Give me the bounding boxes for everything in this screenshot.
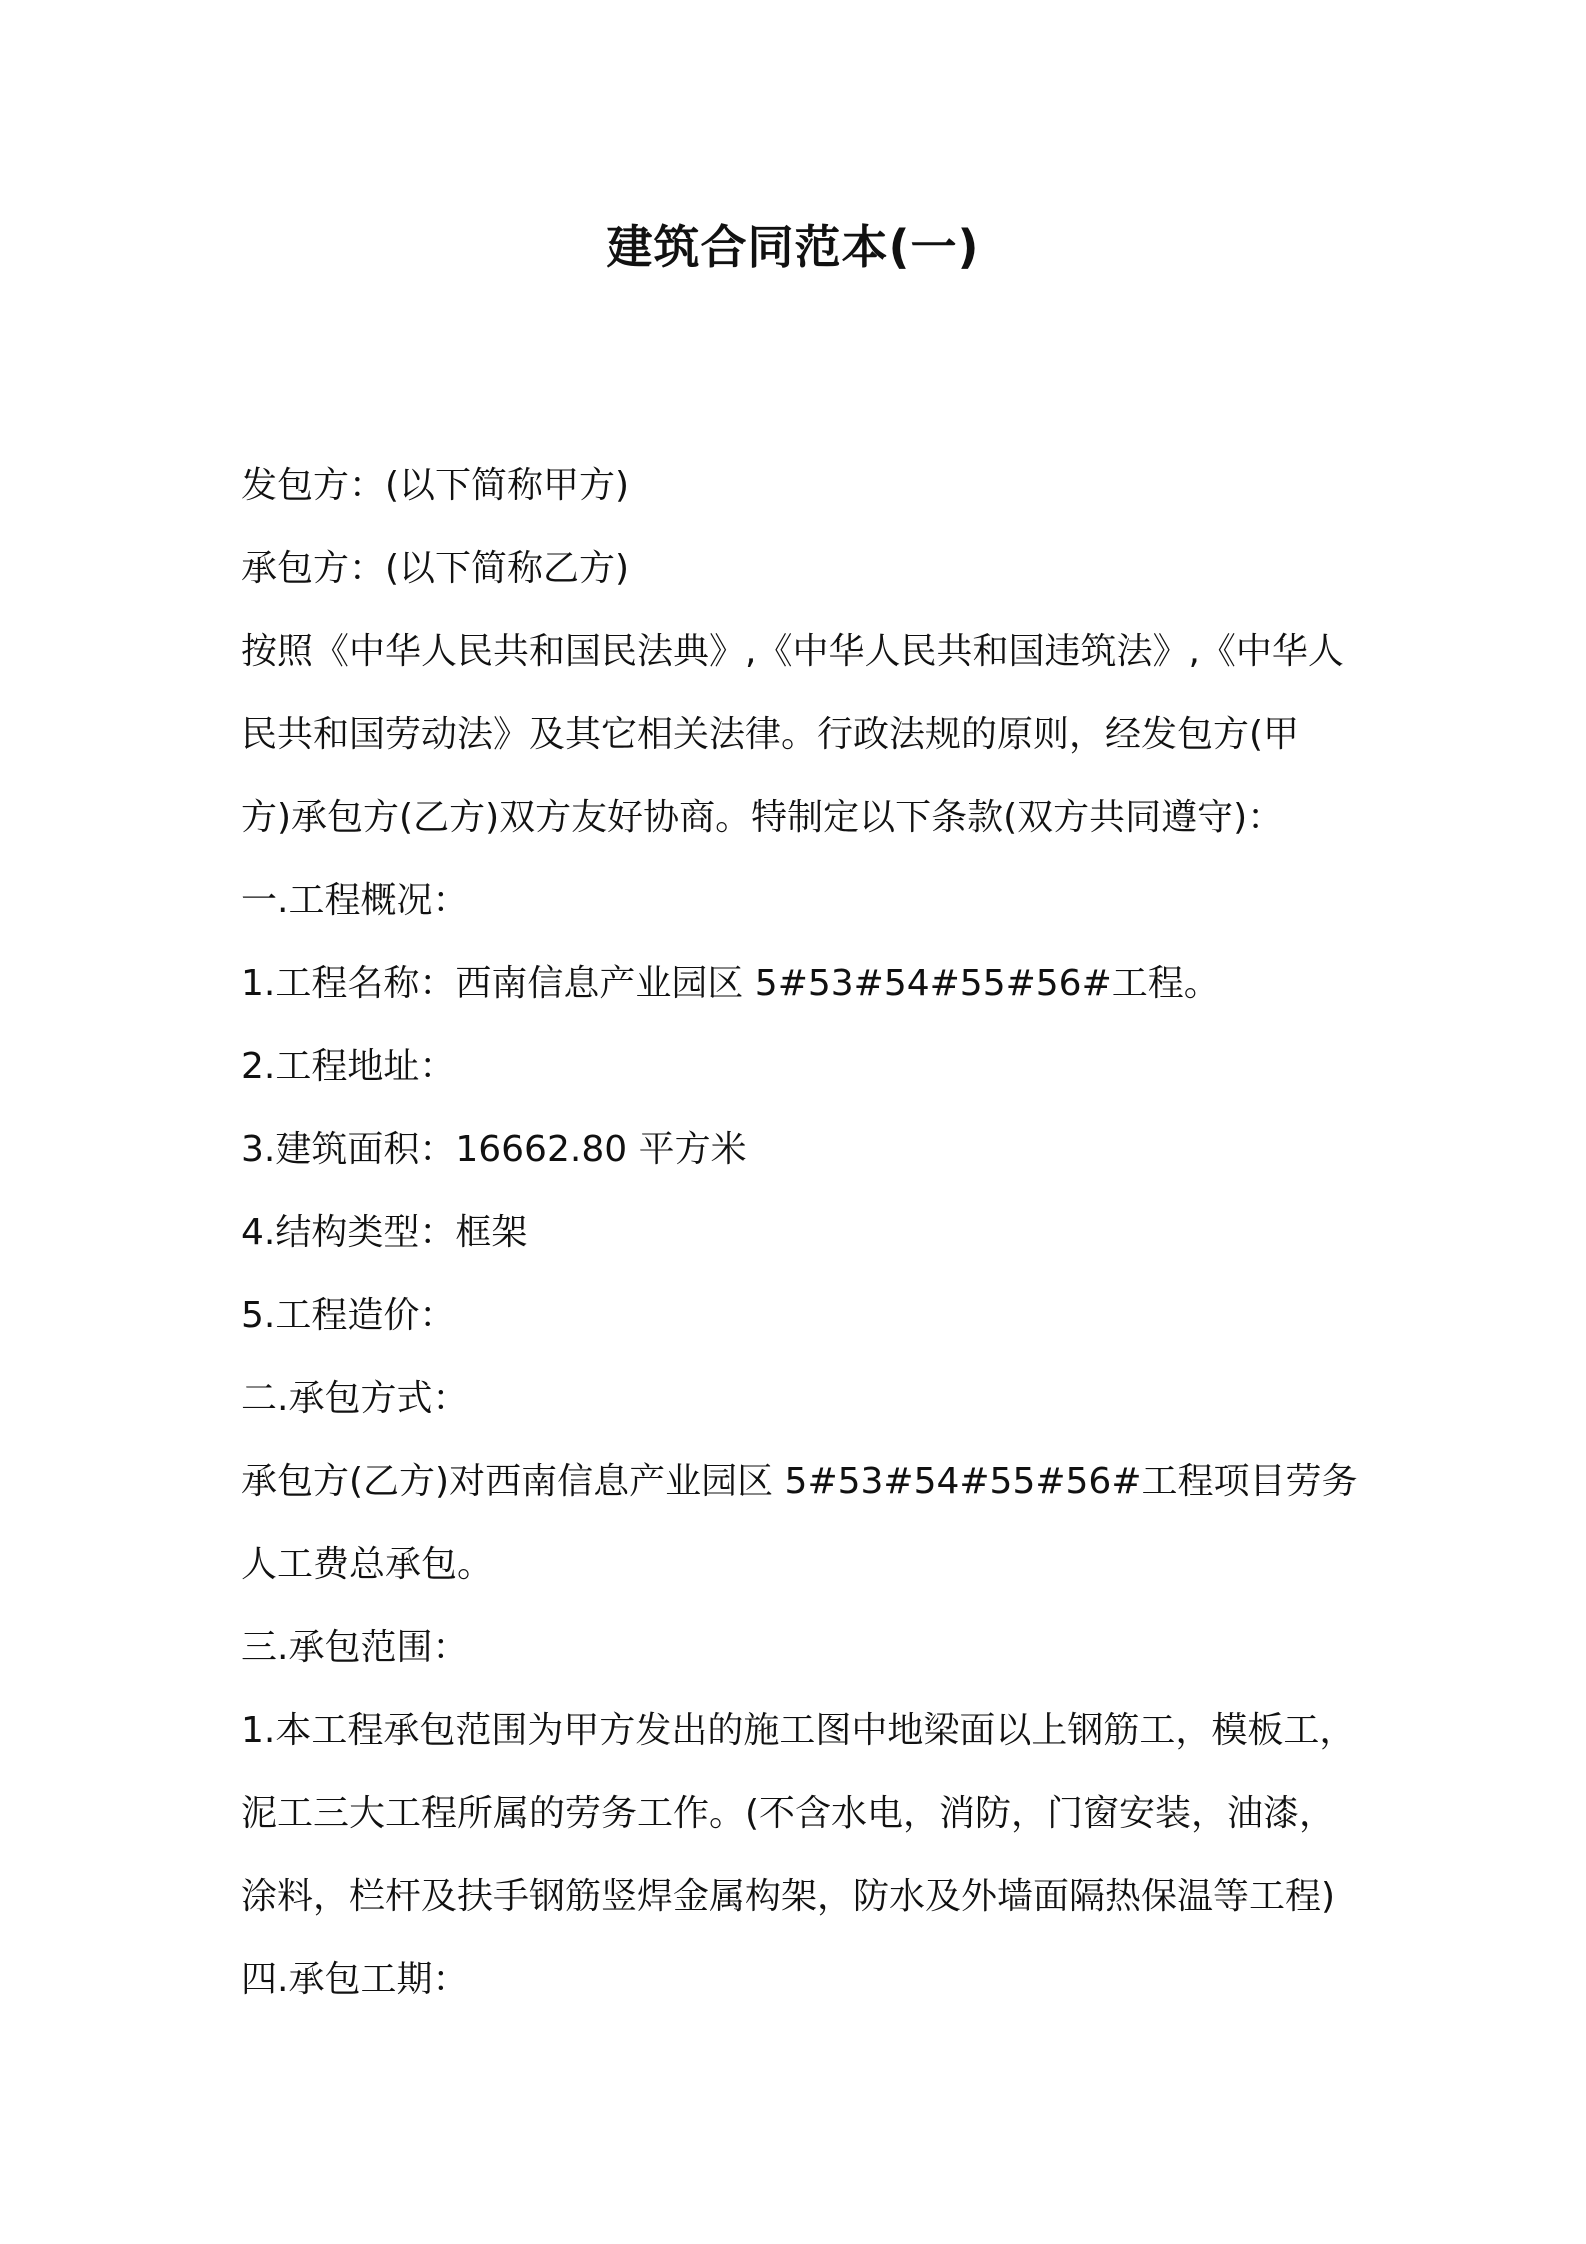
- list-item: 5.工程造价：: [241, 1295, 456, 1336]
- paragraph-line: 方)承包方(乙方)双方友好协商。特制定以下条款(双方共同遵守)：: [241, 797, 1284, 838]
- list-item: 1.工程名称：西南信息产业园区 5#53#54#55#56#工程。: [241, 963, 1220, 1004]
- paragraph-line: 按照《中华人民共和国民法典》,《中华人民共和国违筑法》,《中华人: [241, 631, 1344, 672]
- paragraph-line: 承包方(乙方)对西南信息产业园区 5#53#54#55#56#工程项目劳务: [241, 1461, 1358, 1502]
- paragraph-line: 人工费总承包。: [241, 1544, 494, 1585]
- paragraph-line: 民共和国劳动法》及其它相关法律。行政法规的原则，经发包方(甲: [241, 714, 1300, 755]
- list-item: 3.建筑面积：16662.80 平方米: [241, 1129, 747, 1170]
- document-body: [241, 444, 1361, 2021]
- list-item: 1.本工程承包范围为甲方发出的施工图中地梁面以上钢筋工，模板工，: [241, 1710, 1356, 1751]
- clause-line-employer: 发包方：(以下简称甲方): [241, 465, 630, 506]
- section-heading: 一.工程概况：: [241, 880, 469, 921]
- list-item: 2.工程地址：: [241, 1046, 456, 1087]
- paragraph-line: 涂料，栏杆及扶手钢筋竖焊金属构架，防水及外墙面隔热保温等工程): [241, 1876, 1336, 1917]
- section-heading: 四.承包工期：: [241, 1959, 469, 2000]
- document-title: 建筑合同范本(一): [606, 220, 980, 274]
- section-heading: 二.承包方式：: [241, 1378, 469, 1419]
- clause-line-contractor: 承包方：(以下简称乙方): [241, 548, 630, 589]
- section-heading: 三.承包范围：: [241, 1627, 469, 1668]
- list-item: 4.结构类型：框架: [241, 1212, 528, 1253]
- paragraph-line: 泥工三大工程所属的劳务工作。(不含水电，消防，门窗安装，油漆，: [241, 1793, 1336, 1834]
